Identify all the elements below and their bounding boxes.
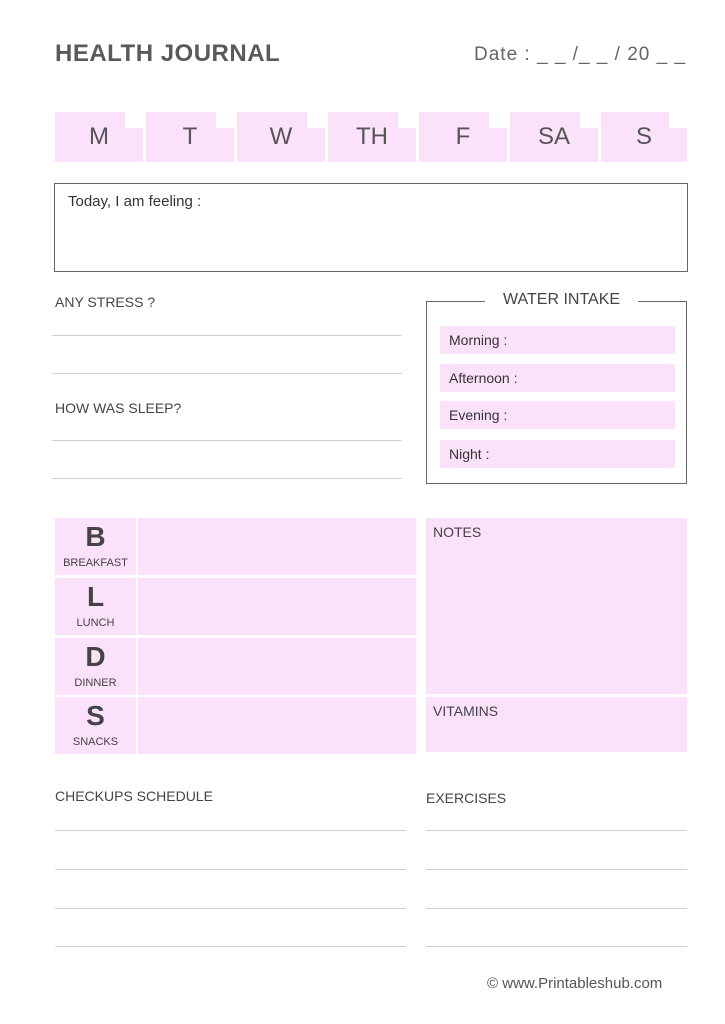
meal-dinner-label: [55, 638, 136, 695]
water-night-field[interactable]: Night :: [440, 440, 675, 468]
meal-name: LUNCH: [76, 617, 115, 629]
water-morning-field[interactable]: Morning :: [440, 326, 675, 354]
sleep-line-1[interactable]: [52, 440, 402, 441]
stress-line-1[interactable]: [52, 335, 402, 336]
meal-snacks-field[interactable]: [138, 697, 416, 754]
checkups-line-4[interactable]: [55, 946, 406, 947]
feeling-label: Today, I am feeling :: [68, 193, 202, 210]
meal-snacks-label: [55, 697, 136, 754]
day-label: W: [269, 123, 293, 150]
meal-name: BREAKFAST: [63, 557, 128, 569]
day-label: S: [635, 123, 652, 150]
meal-name: DINNER: [74, 677, 117, 689]
water-afternoon-field[interactable]: Afternoon :: [440, 364, 675, 392]
notes-box[interactable]: [426, 518, 687, 694]
checkups-label: CHECKUPS SCHEDULE: [55, 788, 213, 804]
day-tuesday[interactable]: [146, 112, 234, 162]
meal-letter: D: [85, 641, 106, 672]
sleep-label: HOW WAS SLEEP?: [55, 400, 182, 416]
site-link[interactable]: www.Printableshub.com: [502, 975, 663, 992]
checkups-line-3[interactable]: [55, 908, 406, 909]
notes-label: NOTES: [433, 524, 482, 540]
meal-name: SNACKS: [72, 736, 119, 748]
exercises-line-3[interactable]: [426, 908, 687, 909]
footer-credit: [487, 975, 662, 992]
weekday-selector: [55, 112, 687, 162]
meal-letter: S: [86, 700, 105, 731]
meal-letter: B: [85, 521, 106, 552]
meal-dinner-field[interactable]: [138, 638, 416, 695]
day-wednesday[interactable]: [237, 112, 325, 162]
meal-breakfast-label: [55, 518, 136, 575]
water-evening-field[interactable]: Evening :: [440, 401, 675, 429]
day-label: M: [89, 123, 109, 150]
stress-label: ANY STRESS ?: [55, 294, 156, 310]
checkups-line-2[interactable]: [55, 869, 406, 870]
water-intake-title: WATER INTAKE: [485, 291, 638, 309]
day-label: SA: [537, 123, 570, 150]
day-monday[interactable]: [55, 112, 143, 162]
meal-lunch-field[interactable]: [138, 578, 416, 635]
day-label: T: [182, 123, 198, 150]
page-title: HEALTH JOURNAL: [55, 40, 281, 67]
copyright-icon: ©: [487, 975, 499, 992]
day-label: F: [455, 123, 471, 150]
exercises-line-1[interactable]: [426, 830, 687, 831]
day-label: TH: [356, 123, 388, 150]
day-saturday[interactable]: [510, 112, 598, 162]
meal-lunch-label: [55, 578, 136, 635]
checkups-line-1[interactable]: [55, 830, 406, 831]
exercises-label: EXERCISES: [426, 790, 507, 806]
feeling-box[interactable]: [54, 183, 688, 272]
stress-line-2[interactable]: [52, 373, 402, 374]
meal-breakfast-field[interactable]: [138, 518, 416, 575]
vitamins-label: VITAMINS: [433, 703, 499, 719]
date-field[interactable]: Date : _ _ /_ _ / 20 _ _: [474, 44, 687, 65]
exercises-line-4[interactable]: [426, 946, 687, 947]
day-friday[interactable]: [419, 112, 507, 162]
vitamins-box[interactable]: [426, 697, 687, 752]
meal-letter: L: [86, 581, 105, 612]
day-thursday[interactable]: [328, 112, 416, 162]
sleep-line-2[interactable]: [52, 478, 402, 479]
day-sunday[interactable]: [601, 112, 687, 162]
water-intake-box: [426, 291, 687, 484]
exercises-line-2[interactable]: [426, 869, 687, 870]
